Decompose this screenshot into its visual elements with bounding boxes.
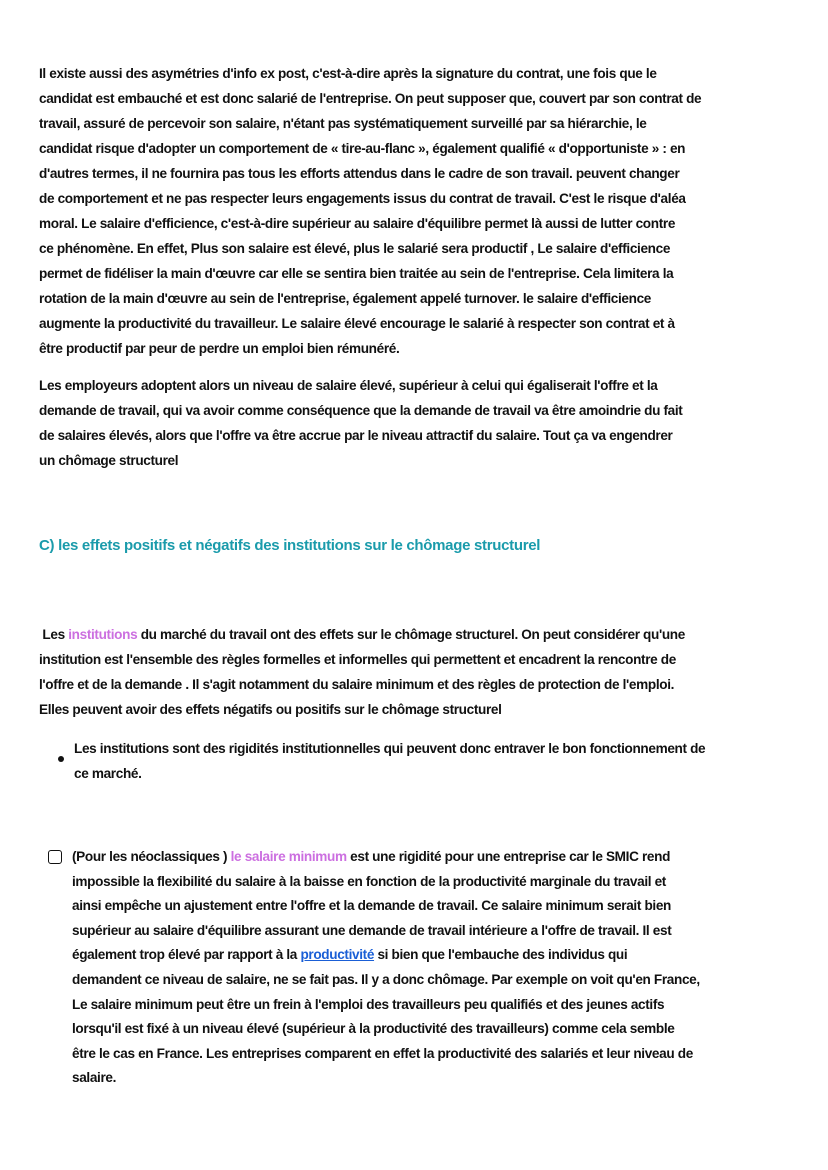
section-heading: C) les effets positifs et négatifs des institutions sur le chômage structurel xyxy=(39,537,541,554)
text-line: demande de travail, qui va avoir comme conséquence que la demande de travail va être amoindrie du fait xyxy=(39,403,683,418)
text-line: l'offre et de la demande . Il s'agit notamment du salaire minimum et des règles de protection de l'emploi. xyxy=(39,677,675,692)
text-line xyxy=(72,845,700,870)
text-line: permet de fidéliser la main d'œuvre car elle se sentira bien traitée au sein de l'entreprise. Cela limitera la xyxy=(39,266,674,281)
text-line: d'autres termes, il ne fournira pas tous les efforts attendus dans le cadre de son travail. peuvent changer xyxy=(39,166,680,181)
paragraph-institutions xyxy=(39,622,685,722)
highlighted-term: le salaire minimum xyxy=(230,849,347,864)
text-line: candidat risque d'adopter un comportement de « tire-au-flanc », également qualifié « d'opportuniste » : en xyxy=(39,141,686,156)
text-line: institution est l'ensemble des règles formelles et informelles qui permettent et encadrent la rencontre de xyxy=(39,652,676,667)
text-line: supérieur au salaire d'équilibre assurant une demande de travail intérieure a l'offre de travail. Il est xyxy=(72,922,672,938)
text: également trop élevé par rapport à la xyxy=(72,947,301,963)
text-line: ce phénomène. En effet, Plus son salaire est élevé, plus le salarié sera productif , Le salaire d'efficience xyxy=(39,241,671,256)
text-line: ainsi empêche un ajustement entre l'offre et la demande de travail. Ce salaire minimum serait bien xyxy=(72,898,671,914)
text-line: être le cas en France. Les entreprises comparent en effet la productivité des salariés et leur niveau de xyxy=(72,1045,693,1061)
text-line xyxy=(39,622,685,647)
text-line: augmente la productivité du travailleur. Le salaire élevé encourage le salarié à respecter son contrat et à xyxy=(39,316,675,331)
paragraph-employeurs xyxy=(39,373,682,473)
highlighted-term: institutions xyxy=(68,627,138,642)
bullet-item xyxy=(74,736,705,786)
text: du marché du travail ont des effets sur le chômage structurel. On peut considérer qu'une xyxy=(137,627,685,642)
text-line: Il existe aussi des asymétries d'info ex post, c'est-à-dire après la signature du contrat, une fois que le xyxy=(39,66,657,81)
text-line: de salaires élevés, alors que l'offre va être accrue par le niveau attractif du salaire. Tout ça va engendrer xyxy=(39,428,673,443)
text-line: moral. Le salaire d'efficience, c'est-à-dire supérieur au salaire d'équilibre permet là aussi de lutter contre xyxy=(39,216,676,231)
text-line: Elles peuvent avoir des effets négatifs ou positifs sur le chômage structurel xyxy=(39,702,502,717)
text-line: un chômage structurel xyxy=(39,453,179,468)
text-line: salaire. xyxy=(72,1070,117,1086)
text-line: demandent ce niveau de salaire, ne se fait pas. Il y a donc chômage. Par exemple on voit qu'en France, xyxy=(72,971,700,987)
text-line xyxy=(72,943,700,968)
text-line: rotation de la main d'œuvre au sein de l'entreprise, également appelé turnover. le salaire d'efficience xyxy=(39,291,652,306)
text-line: de comportement et ne pas respecter leurs engagements issus du contrat de travail. C'est le risque d'aléa xyxy=(39,191,686,206)
text: (Pour les néoclassiques ) xyxy=(72,849,231,864)
text-line: travail, assuré de percevoir son salaire, n'étant pas systématiquement surveillé par sa hiérarchie, le xyxy=(39,116,647,131)
text: Les xyxy=(39,627,69,642)
productivite-link[interactable]: productivité xyxy=(300,947,375,963)
checklist-checkbox[interactable] xyxy=(48,850,62,864)
bullet-icon xyxy=(58,756,64,762)
text-line: Les employeurs adoptent alors un niveau de salaire élevé, supérieur à celui qui égaliserait l'offre et la xyxy=(39,378,658,393)
text-line: candidat est embauché et est donc salarié de l'entreprise. On peut supposer que, couvert par son contrat de xyxy=(39,91,702,106)
text-line: Les institutions sont des rigidités institutionnelles qui peuvent donc entraver le bon fonctionnement de xyxy=(74,741,706,756)
checklist-item-salaire-minimum xyxy=(72,845,700,1091)
text: est une rigidité pour une entreprise car le SMIC rend xyxy=(346,849,671,864)
paragraph-asymetries-ex-post xyxy=(39,61,701,361)
text: si bien que l'embauche des individus qui xyxy=(374,947,628,963)
text-line: impossible la flexibilité du salaire à la baisse en fonction de la productivité marginale du travail et xyxy=(72,873,666,889)
text-line: ce marché. xyxy=(74,766,142,781)
text-line: être productif par peur de perdre un emploi bien rémunéré. xyxy=(39,341,400,356)
text-line: lorsqu'il est fixé à un niveau élevé (supérieur à la productivité des travailleurs) comme cela semble xyxy=(72,1021,675,1037)
text-line: Le salaire minimum peut être un frein à l'emploi des travailleurs peu qualifiés et des jeunes actifs xyxy=(72,996,665,1012)
